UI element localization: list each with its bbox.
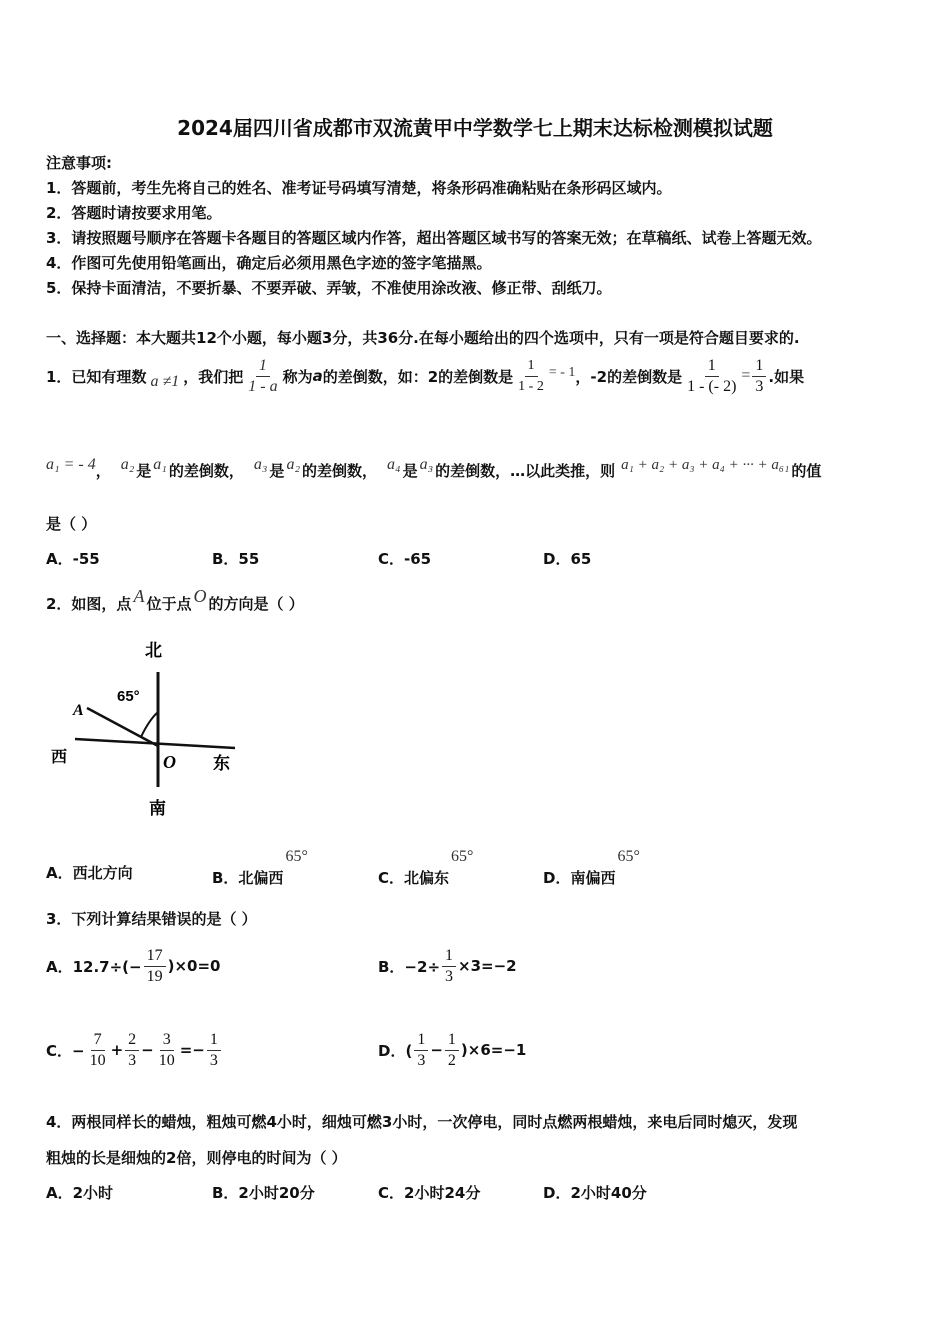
q2-text: 2．如图，点 [46,594,132,613]
q1-a1-value: a₁ = - 4 [46,456,96,473]
q1-text: 1．已知有理数 [46,367,147,386]
q3-d-text: D．( [378,1041,413,1060]
q1-text: 的差倒数， [168,461,244,480]
q3-a-text: A．12.7÷(− [46,957,142,976]
angle-arc [141,712,158,737]
q1-text: ，我们把 [183,367,244,386]
q1-text: .如果 [768,367,805,386]
q3-c-fraction: $\frac{3}{10}$ [158,1030,175,1069]
q1-equals: = [741,367,751,384]
notice-item: 4．作图可先使用铅笔画出，确定后必须用黑色字迹的签字笔描黑。 [46,254,492,272]
q1-term: a₁ [153,456,167,473]
q1-term: a₃ [419,456,434,473]
q1-option-c[interactable]: C．-65 [378,550,432,568]
q3-c-fraction: $\frac{2}{3}$ [125,1030,139,1071]
q3-d-text: )×6=−1 [460,1041,527,1059]
q1-text: 的差倒数， [302,461,378,480]
question-4-line-1: 4．两根同样长的蜡烛，粗烛可燃4小时，细烛可燃3小时，一次停电，同时点燃两根蜡烛，来电后同时熄灭，发现 [46,1113,798,1131]
q1-example-fraction: $\frac{1}{1 - 2}$ [518,357,544,394]
q1-example-fraction: $\frac{1}{1 - (- 2)}$ [687,356,737,395]
q1-term: a₂ [286,456,300,473]
q1-text: 的值 [791,461,822,480]
label-west: 西 [51,747,68,766]
q3-c-operator: − [141,1041,154,1059]
q1-text: 的差倒数，…以此类推，则 [435,461,616,480]
section-heading: 一、选择题：本大题共12个小题，每小题3分，共36分.在每小题给出的四个选项中，只有一项是符合题目要求的. [46,329,800,347]
label-angle: 65° [117,688,140,705]
q3-a-fraction: $\frac{17}{19}$ [144,946,166,987]
q1-definition-fraction: $\frac{1}{1 - a}$ [248,356,278,395]
q3-b-text: ×3=−2 [458,957,517,975]
q2-text: 的方向是（ ） [208,594,304,613]
q1-sum-expression: a₁ + a₂ + a₃ + a₄ + ··· + a₆₁ [621,456,790,473]
q4-option-c[interactable]: C．2小时24分 [378,1184,481,1202]
q2-option-d-text: D．南偏西 [543,869,616,887]
label-east: 东 [213,754,230,774]
q1-text: 是 [136,461,152,480]
q2-option-b-angle: 65° [285,848,308,865]
q1-text: 是 [269,461,285,480]
q2-option-b-text: B．北偏西 [212,869,284,887]
notice-item: 2．答题时请按要求用笔。 [46,204,222,222]
q3-c-text: C．− [46,1041,85,1060]
question-1-line-3: 是（ ） [46,515,97,533]
q2-option-d-angle: 65° [617,848,640,865]
q1-text: 的差倒数，如：2的差倒数是 [322,367,514,386]
q1-option-b[interactable]: B．55 [212,550,260,568]
notice-heading: 注意事项: [46,154,112,172]
q1-term: a₂ [120,456,135,473]
q2-option-a[interactable]: A．西北方向 [46,864,133,882]
question-4-line-2: 粗烛的长是细烛的2倍，则停电的时间为（ ） [46,1149,347,1167]
q1-text: ， [95,461,111,480]
q1-text: ，-2的差倒数是 [575,367,683,386]
q3-c-operator: =− [179,1041,205,1059]
q1-term: a₄ [387,456,401,473]
page-title: 2024届四川省成都市双流黄甲中学数学七上期末达标检测模拟试题 [177,116,773,140]
q3-c-fraction: $\frac{1}{3}$ [207,1030,221,1071]
q1-option-d[interactable]: D．65 [543,550,592,568]
q2-option-c[interactable] [378,848,473,888]
label-point-o: O [163,752,176,772]
q2-option-b[interactable] [212,848,308,888]
question-2-stem [46,585,304,621]
q1-example-result: = - 1 [548,365,576,380]
q1-term: a₃ [253,456,268,473]
notice-item: 5．保持卡面清洁，不要折暴、不要弄破、弄皱，不准使用涂改液、修正带、刮纸刀。 [46,279,612,297]
q1-text: a [312,367,323,385]
q3-d-operator: − [430,1041,443,1059]
q4-option-b[interactable]: B．2小时20分 [212,1184,315,1202]
q3-b-text: B．−2÷ [378,957,441,976]
q1-text: 是 [402,461,418,480]
q2-option-d[interactable] [543,848,640,888]
q3-option-c[interactable] [46,1026,223,1074]
q2-option-c-text: C．北偏东 [378,869,450,887]
label-north: 北 [145,641,162,661]
compass-figure [45,632,255,824]
q1-option-a[interactable]: A．-55 [46,550,100,568]
q1-text: 称为 [282,367,313,386]
q3-a-text: )×0=0 [167,957,221,975]
q3-option-a[interactable] [46,942,221,990]
q4-option-a[interactable]: A．2小时 [46,1184,114,1202]
q2-point-o: O [193,585,207,606]
question-1-line-1 [46,352,804,400]
question-1-line-2 [46,452,821,488]
q1-example-fraction: $\frac{1}{3}$ [752,356,766,397]
q2-point-a: A [133,585,145,606]
q1-condition: a ≠1 [150,373,180,390]
q2-option-c-angle: 65° [451,848,474,865]
q3-c-operator: + [110,1041,124,1059]
q3-d-fraction: $\frac{1}{2}$ [445,1030,459,1071]
q2-text: 位于点 [146,594,192,613]
q3-c-fraction: $\frac{7}{10}$ [89,1030,106,1069]
notice-item: 1．答题前，考生先将自己的姓名、准考证号码填写清楚，将条形码准确粘贴在条形码区域内。 [46,179,672,197]
question-3-stem: 3．下列计算结果错误的是（ ） [46,910,257,928]
label-south: 南 [149,799,166,819]
q4-option-d[interactable]: D．2小时40分 [543,1184,647,1202]
q3-option-d[interactable] [378,1026,526,1074]
notice-item: 3．请按照题号顺序在答题卡各题目的答题区域内作答，超出答题区域书写的答案无效；在草稿纸、试卷上答题无效。 [46,229,822,247]
q3-option-b[interactable] [378,942,517,990]
q3-d-fraction: $\frac{1}{3}$ [414,1030,428,1071]
label-point-a: A [73,702,84,719]
q3-b-fraction: $\frac{1}{3}$ [442,946,456,987]
